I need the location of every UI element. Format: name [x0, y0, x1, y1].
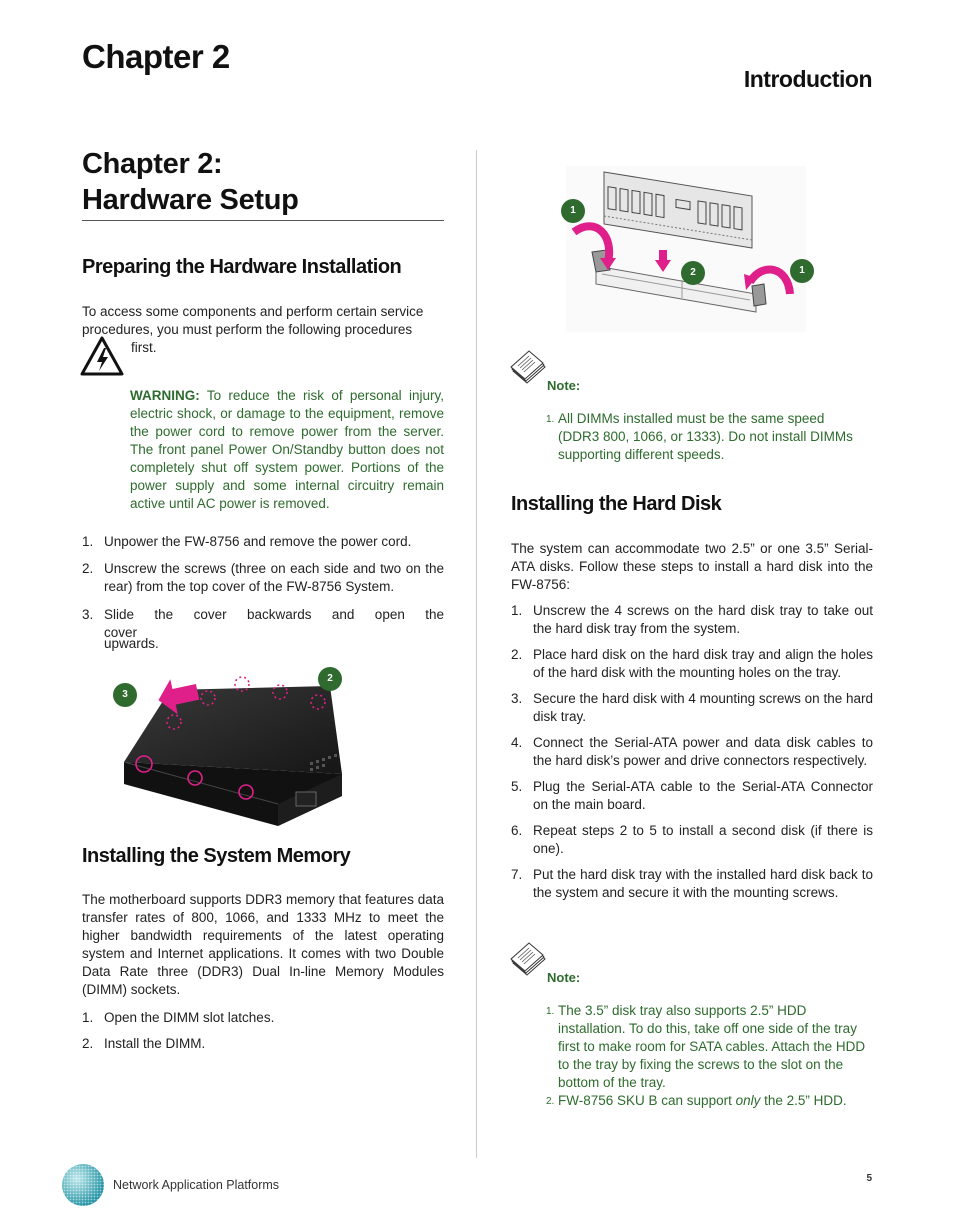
preparing-heading: Preparing the Hardware Installation: [82, 256, 402, 278]
list-item: 2. FW-8756 SKU B can support only the 2.5” HDD.: [546, 1093, 847, 1108]
column-divider: [476, 150, 477, 1158]
page-title-line2: Hardware Setup: [82, 184, 299, 216]
dimm-badge-1-right: 1: [790, 259, 814, 283]
list-item: 3. Secure the hard disk with 4 mounting screws on the hard disk tray.: [511, 691, 873, 724]
page-title-line1: Chapter 2:: [82, 148, 223, 180]
list-item: 1. All DIMMs installed must be the same speed (DDR3 800, 1066, or 1333). Do not install DIMMs supporting different speeds.: [546, 411, 853, 462]
page-title: [82, 146, 444, 221]
harddisk-heading: Installing the Hard Disk: [511, 493, 722, 515]
badge-step-3: 3: [113, 683, 137, 707]
badge-step-2: 2: [318, 667, 342, 691]
note-icon: [509, 349, 549, 389]
list-item: 2. Unscrew the screws (three on each side and two on the rear) from the top cover of the FW-8756 System.: [82, 561, 444, 594]
list-item: 2. Install the DIMM.: [82, 1036, 206, 1051]
dimm-badge-2: 2: [681, 261, 705, 285]
intro-line-1: To access some components and perform certain service: [82, 304, 424, 319]
note1-label: Note:: [547, 378, 581, 393]
note2-list: [546, 1002, 876, 1110]
note2-label: Note:: [547, 970, 581, 985]
warning-label: WARNING:: [130, 388, 200, 403]
list-item: 1. Open the DIMM slot latches.: [82, 1010, 275, 1025]
dimm-badge-1-left: 1: [561, 199, 585, 223]
warning-block: [130, 387, 444, 513]
dimm-illustration: [566, 166, 806, 332]
list-item: 1. Unscrew the 4 screws on the hard disk tray to take out the hard disk tray from the system.: [511, 603, 873, 636]
page-number: 5: [866, 1173, 872, 1184]
harddisk-intro: The system can accommodate two 2.5” or one 3.5” Serial-ATA disks. Follow these steps to install a hard disk into the FW-8756:: [511, 541, 873, 592]
list-item: 6. Repeat steps 2 to 5 to install a second disk (if there is one).: [511, 823, 873, 856]
list-item: 7. Put the hard disk tray with the installed hard disk back to the system and secure it with the mounting screws.: [511, 867, 873, 900]
chassis-illustration: [110, 666, 350, 836]
harddisk-steps: [511, 602, 873, 902]
list-item: 1. The 3.5” disk tray also supports 2.5” HDD installation. To do this, take off one side of the tray first to make room for SATA cables. Attach the HDD to the tray by fixing the screws to the slot on the bottom of the tray.: [546, 1003, 866, 1090]
list-item: 4. Connect the Serial-ATA power and data disk cables to the hard disk’s power and drive connectors respectively.: [511, 735, 873, 768]
chapter-header: Chapter 2: [82, 38, 230, 75]
globe-logo-icon: [60, 1162, 106, 1208]
memory-steps: [82, 1009, 444, 1053]
note1-list: [546, 410, 866, 464]
warning-icon: [80, 336, 124, 376]
memory-heading: Installing the System Memory: [82, 845, 351, 867]
note-icon: [509, 941, 549, 981]
preparing-steps: [82, 533, 444, 642]
warning-text: To reduce the risk of personal injury, electric shock, or damage to the equipment, remove the power cord to remove power from the server. The front panel Power On/Standby button does not completely shut off system power. Portions of the power supply and some internal circuitry remain active until AC power is removed.: [130, 388, 444, 511]
list-item: 1. Unpower the FW-8756 and remove the power cord.: [82, 534, 412, 549]
step3-continuation: upwards.: [104, 636, 159, 651]
list-item: 3. Slide the cover backwards and open the cover: [82, 607, 444, 640]
preparing-intro: [82, 303, 444, 357]
list-item: 2. Place hard disk on the hard disk tray and align the holes of the hard disk with the mounting holes on the tray.: [511, 647, 873, 680]
intro-line-2: procedures, you must perform the following procedures: [82, 322, 413, 337]
list-item: 5. Plug the Serial-ATA cable to the Serial-ATA Connector on the main board.: [511, 779, 873, 812]
footer-text: Network Application Platforms: [113, 1178, 280, 1192]
section-header: Introduction: [743, 66, 872, 92]
memory-text: The motherboard supports DDR3 memory that features data transfer rates of 800, 1066, and 1333 MHz to meet the higher bandwidth requirements of the latest operating system and Internet applications. It comes with two Double Data Rate three (DDR3) Dual In-line Memory Modules (DIMM) sockets.: [82, 892, 444, 997]
intro-line-3: first.: [131, 340, 157, 355]
